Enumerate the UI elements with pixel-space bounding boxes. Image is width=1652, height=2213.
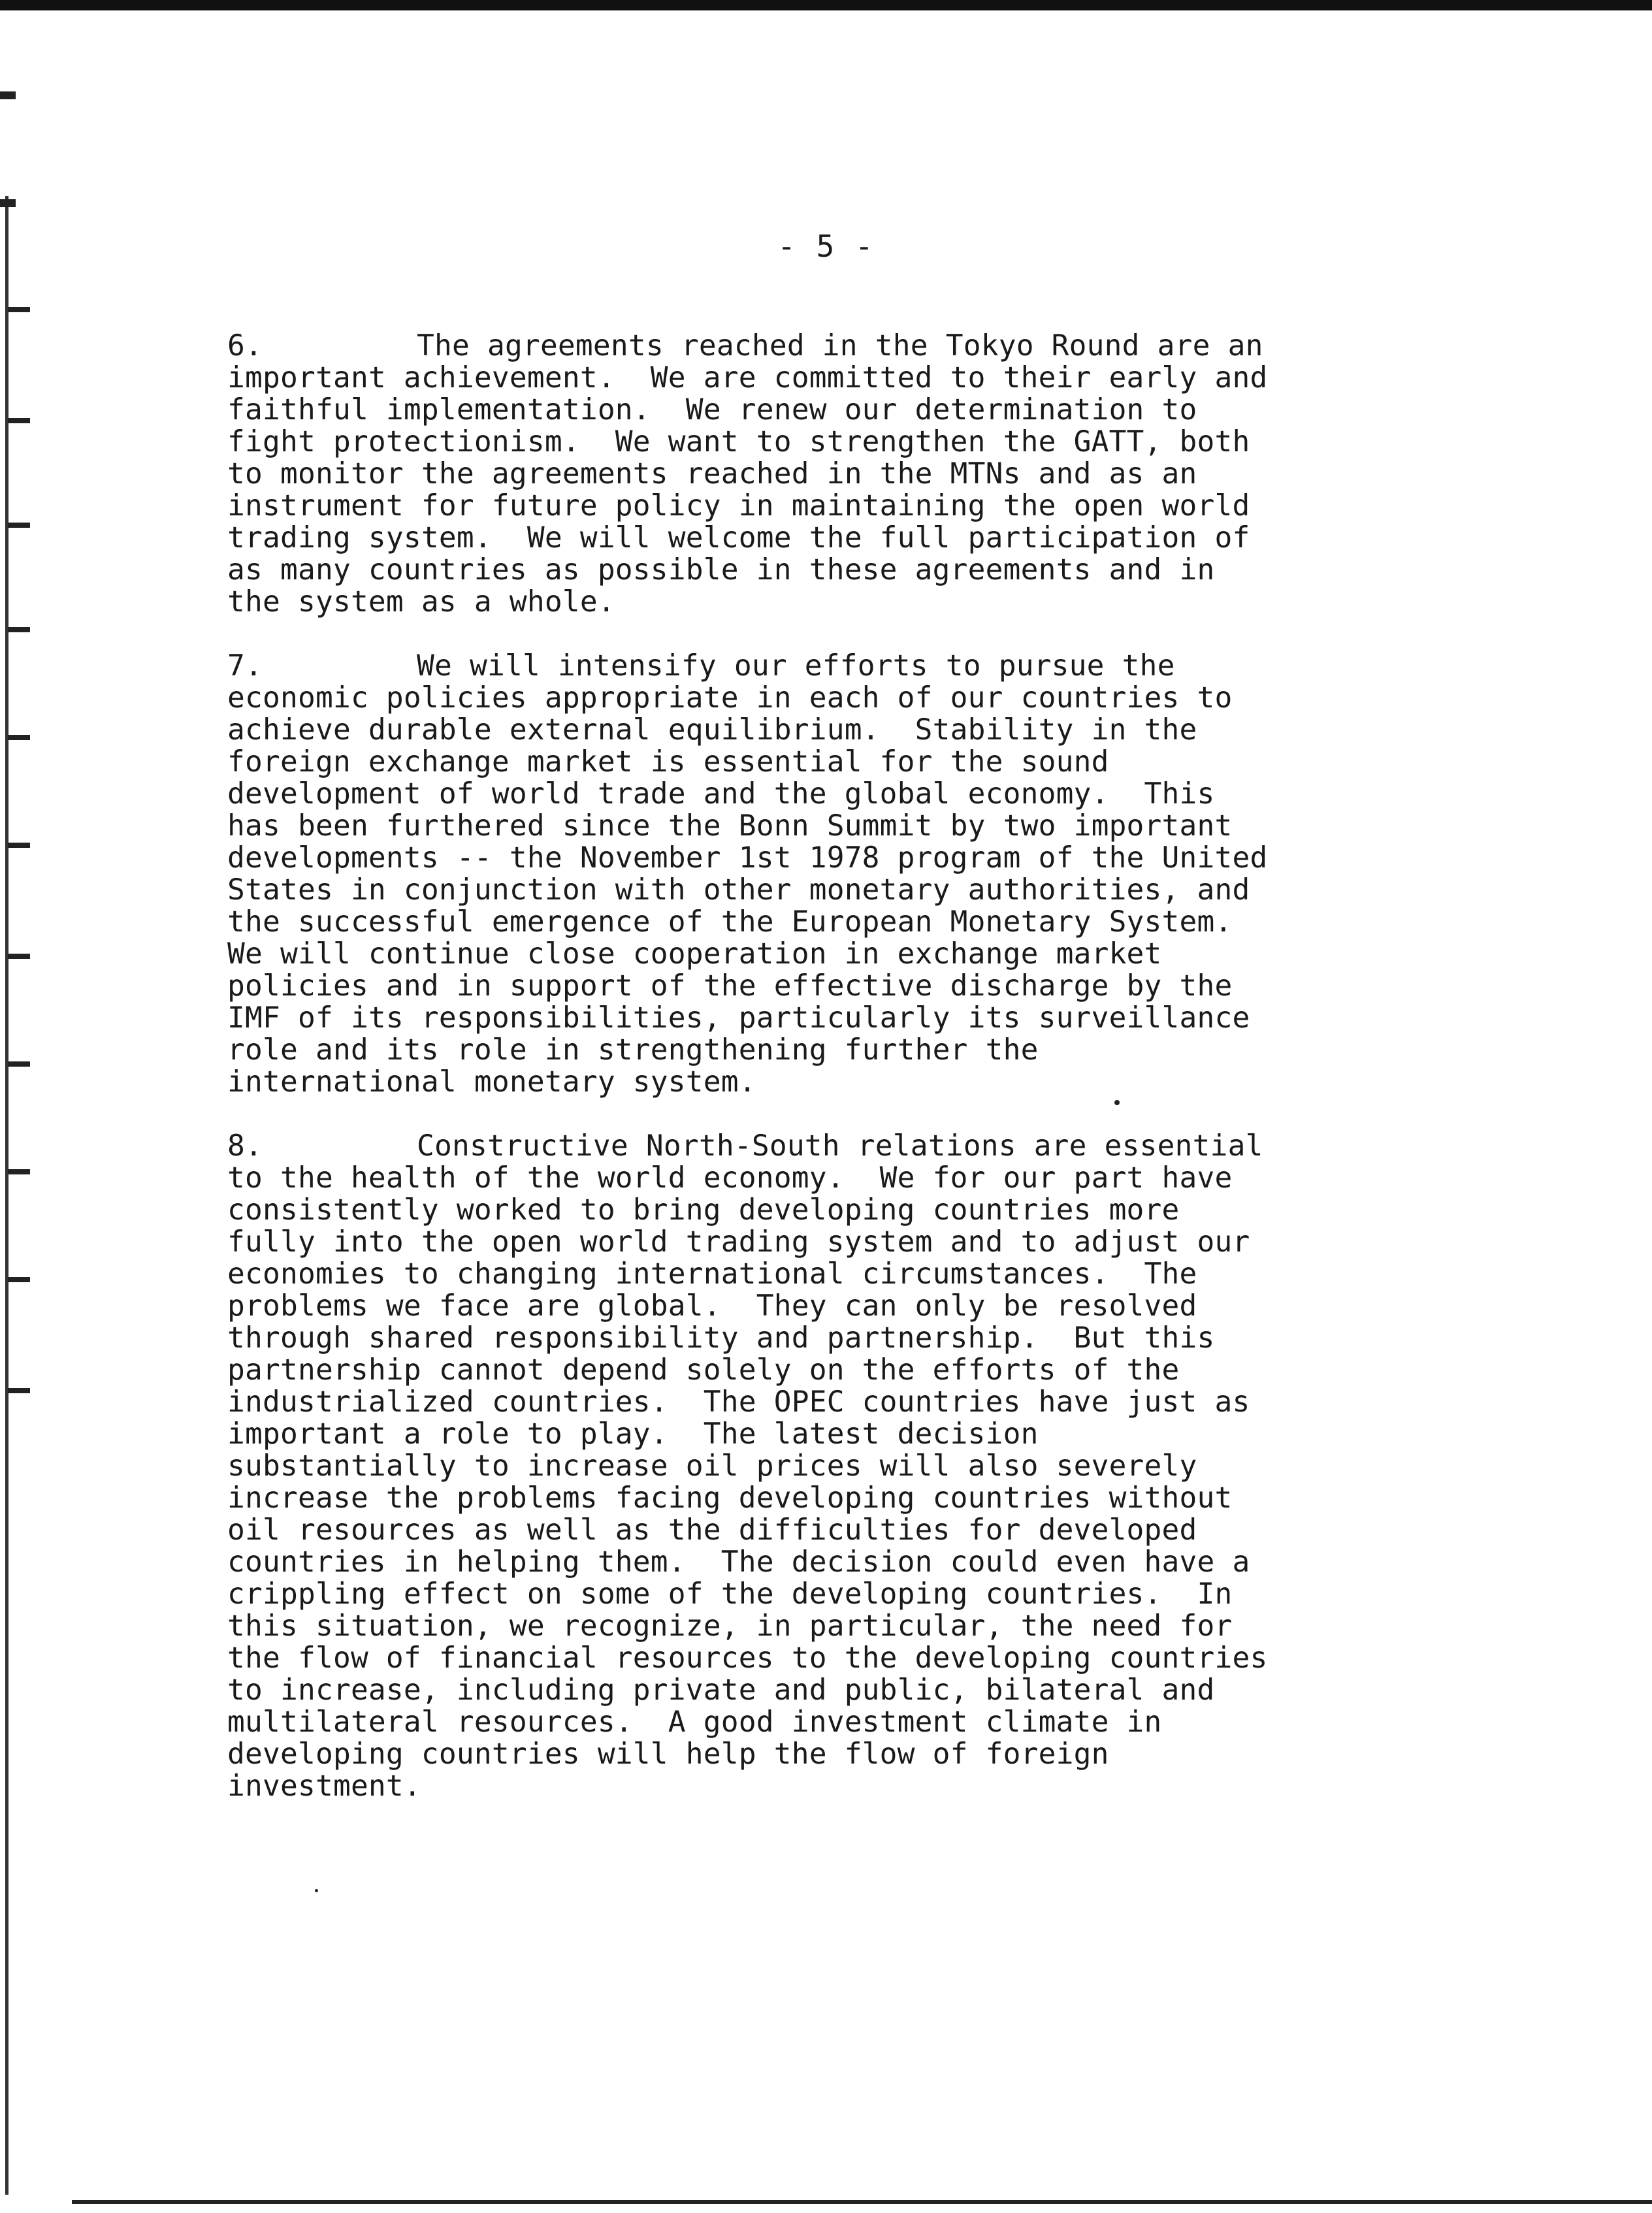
paragraph-line: 7. We will intensify our efforts to pursue the: [227, 649, 1175, 683]
scan-margin-mark: [8, 627, 30, 632]
paragraph-number: 7.: [227, 649, 263, 683]
paragraph-line: through shared responsibility and partnership. But this: [227, 1321, 1215, 1355]
paragraph-line: the flow of financial resources to the developing countries: [227, 1641, 1268, 1675]
paragraph-line: to monitor the agreements reached in the MTNs and as an: [227, 457, 1197, 491]
paragraph-line: crippling effect on some of the developing countries. In: [227, 1577, 1233, 1611]
scan-margin-mark: [8, 954, 30, 959]
paragraph-line: instrument for future policy in maintaining the open world: [227, 489, 1250, 523]
paragraph-line: multilateral resources. A good investment climate in: [227, 1705, 1162, 1739]
paragraph-line: economic policies appropriate in each of our countries to: [227, 681, 1233, 715]
scan-margin-mark: [8, 1061, 30, 1067]
paragraph-line: development of world trade and the global economy. This: [227, 777, 1215, 811]
scan-speck: [315, 1889, 318, 1892]
paragraph-line: countries in helping them. The decision could even have a: [227, 1545, 1250, 1579]
paragraph-number: 8.: [227, 1129, 263, 1163]
paragraph-line: trading system. We will welcome the full participation of: [227, 521, 1250, 555]
paragraph-line: investment.: [227, 1769, 421, 1803]
paragraph-line: developments -- the November 1st 1978 program of the United: [227, 841, 1268, 875]
paragraph-line: foreign exchange market is essential for the sound: [227, 745, 1109, 779]
scan-margin-mark: [8, 418, 30, 423]
paragraph-line: has been furthered since the Bonn Summit by two important: [227, 809, 1233, 843]
scan-margin-mark: [8, 523, 30, 528]
paragraph-line: important achievement. We are committed to their early and: [227, 361, 1268, 395]
paragraph-6: [227, 330, 1377, 618]
scan-margin-mark: [8, 843, 30, 848]
paragraph-line: consistently worked to bring developing countries more: [227, 1193, 1180, 1227]
scan-margin-mark: [8, 307, 30, 312]
paragraph-line: IMF of its responsibilities, particularly its surveillance: [227, 1001, 1250, 1035]
scan-margin-mark: [8, 735, 30, 740]
paragraph-line: oil resources as well as the difficulties for developed: [227, 1513, 1197, 1547]
scan-top-edge: [0, 0, 1652, 10]
paragraph-line: industrialized countries. The OPEC countries have just as: [227, 1385, 1250, 1419]
paragraph-line: substantially to increase oil prices will also severely: [227, 1449, 1197, 1483]
scan-margin-mark: [0, 199, 16, 207]
paragraph-8: [227, 1130, 1377, 1802]
scan-left-margin-rule: [5, 196, 8, 2195]
scan-margin-mark: [0, 91, 16, 99]
paragraph-number: 6.: [227, 329, 263, 363]
paragraph-line: as many countries as possible in these agreements and in: [227, 553, 1215, 587]
paragraph-line: 6. The agreements reached in the Tokyo Round are an: [227, 329, 1263, 363]
paragraph-line: faithful implementation. We renew our determination to: [227, 393, 1197, 427]
paragraph-line: role and its role in strengthening further the: [227, 1033, 1039, 1067]
paragraph-line: to increase, including private and public, bilateral and: [227, 1673, 1215, 1707]
paragraph-line: policies and in support of the effective discharge by the: [227, 969, 1233, 1003]
paragraph-line: economies to changing international circumstances. The: [227, 1257, 1197, 1291]
paragraph-line: partnership cannot depend solely on the efforts of the: [227, 1353, 1180, 1387]
paragraph-line: to the health of the world economy. We for our part have: [227, 1161, 1233, 1195]
paragraph-line: important a role to play. The latest decision: [227, 1417, 1039, 1451]
paragraph-line: We will continue close cooperation in exchange market: [227, 937, 1162, 971]
page-number: - 5 -: [777, 229, 875, 264]
scan-margin-mark: [8, 1277, 30, 1282]
paragraph-line: fight protectionism. We want to strengthen the GATT, both: [227, 425, 1250, 459]
paragraph-line: fully into the open world trading system and to adjust our: [227, 1225, 1250, 1259]
paragraph-line: increase the problems facing developing countries without: [227, 1481, 1233, 1515]
paragraph-line: achieve durable external equilibrium. Stability in the: [227, 713, 1197, 747]
paragraph-7: [227, 650, 1377, 1098]
paragraph-line: international monetary system.: [227, 1065, 756, 1099]
paragraph-line: the system as a whole.: [227, 585, 615, 619]
paragraph-line: States in conjunction with other monetary authorities, and: [227, 873, 1250, 907]
paragraph-line: this situation, we recognize, in particular, the need for: [227, 1609, 1233, 1643]
paragraph-line: the successful emergence of the European Monetary System.: [227, 905, 1233, 939]
scan-bottom-edge: [72, 2200, 1652, 2204]
paragraph-line: problems we face are global. They can only be resolved: [227, 1289, 1197, 1323]
scan-margin-mark: [8, 1388, 30, 1393]
document-body: [227, 330, 1377, 1834]
paragraph-line: 8. Constructive North-South relations are essential: [227, 1129, 1263, 1163]
paragraph-line: developing countries will help the flow of foreign: [227, 1737, 1109, 1771]
scan-margin-mark: [8, 1169, 30, 1174]
